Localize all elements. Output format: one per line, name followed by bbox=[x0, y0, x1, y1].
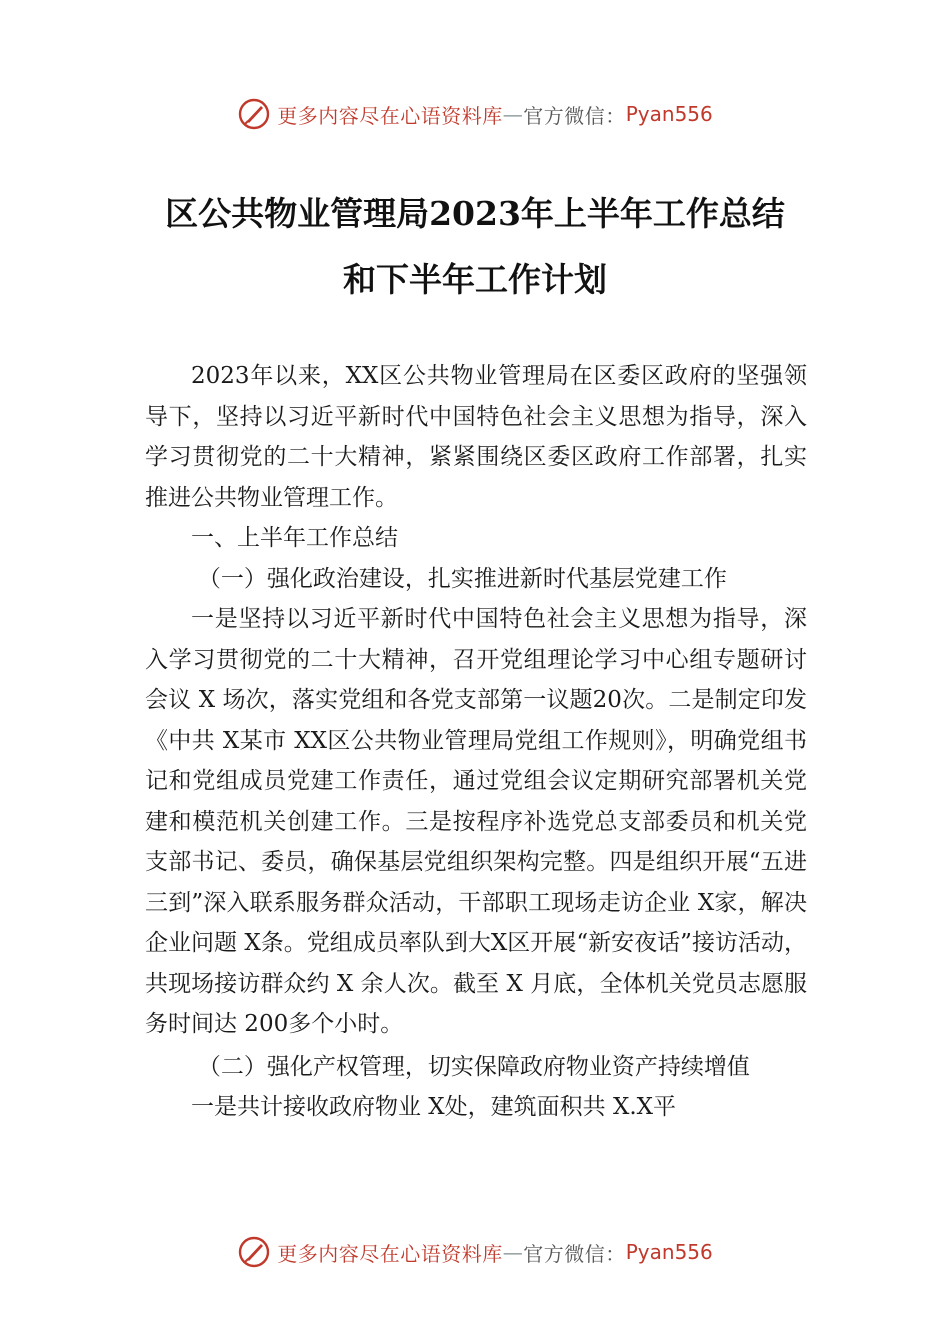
watermark-wechat-id: Pyan556 bbox=[625, 102, 713, 126]
quill-pen-seal-icon bbox=[237, 97, 271, 131]
intro-paragraph: 2023年以来，XX区公共物业管理局在区委区政府的坚强领导下，坚持以习近平新时代中国特色社会主义思想为指导，深入学习贯彻党的二十大精神，紧紧围绕区委区政府工作部署，扎实推进公共物业管理工作。 bbox=[145, 363, 807, 511]
watermark-site-text: 更多内容尽在心语资料库 bbox=[277, 103, 503, 128]
watermark-wechat-label: 官方微信： bbox=[523, 103, 626, 128]
body-paragraph-party-building: 一是坚持以习近平新时代中国特色社会主义思想为指导，深入学习贯彻党的二十大精神，召开党组理论学习中心组专题研讨会议 X 场次，落实党组和各党支部第一议题20次。二是制定印发《中共 X某市 XX区公共物业管理局党组工作规则》，明确党组书记和党组成员党建工作责任，通过党组会议定期研究部署机关党建和模范机关创建工作。三是按程序补选党总支部委员和机关党支部书记、委员，确保基层党组织架构完整。四是组织开展“五进三到”深入联系服务群众活动，干部职工现场走访企业 X家，解决企业问题 X条。党组成员率队到大X区开展“新安夜话”接访活动，共现场接访群众约 X 余人次。截至 X 月底，全体机关党员志愿服务时间达 200多个小时。 bbox=[145, 606, 807, 1037]
watermark-separator: — bbox=[502, 102, 524, 126]
document-title-line2: 和下半年工作计划 bbox=[343, 260, 607, 299]
document-title-line1: 区公共物业管理局2023年上半年工作总结 bbox=[165, 194, 785, 233]
watermark-banner-top bbox=[0, 94, 950, 134]
document-body bbox=[145, 356, 807, 1128]
subsection-heading-2: （二）强化产权管理，切实保障政府物业资产持续增值 bbox=[197, 1053, 750, 1080]
quill-pen-seal-icon bbox=[237, 1235, 271, 1269]
watermark-banner-bottom bbox=[0, 1232, 950, 1272]
body-paragraph-property-management: 一是共计接收政府物业 X处，建筑面积共 X.X平 bbox=[191, 1094, 677, 1120]
subsection-heading-1: （一）强化政治建设，扎实推进新时代基层党建工作 bbox=[197, 565, 727, 592]
watermark-site-text: 更多内容尽在心语资料库 bbox=[277, 1241, 503, 1266]
section-heading-1: 一、上半年工作总结 bbox=[191, 525, 398, 551]
watermark-wechat-id: Pyan556 bbox=[625, 1240, 713, 1264]
watermark-separator: — bbox=[502, 1240, 524, 1264]
watermark-wechat-label: 官方微信： bbox=[523, 1241, 626, 1266]
